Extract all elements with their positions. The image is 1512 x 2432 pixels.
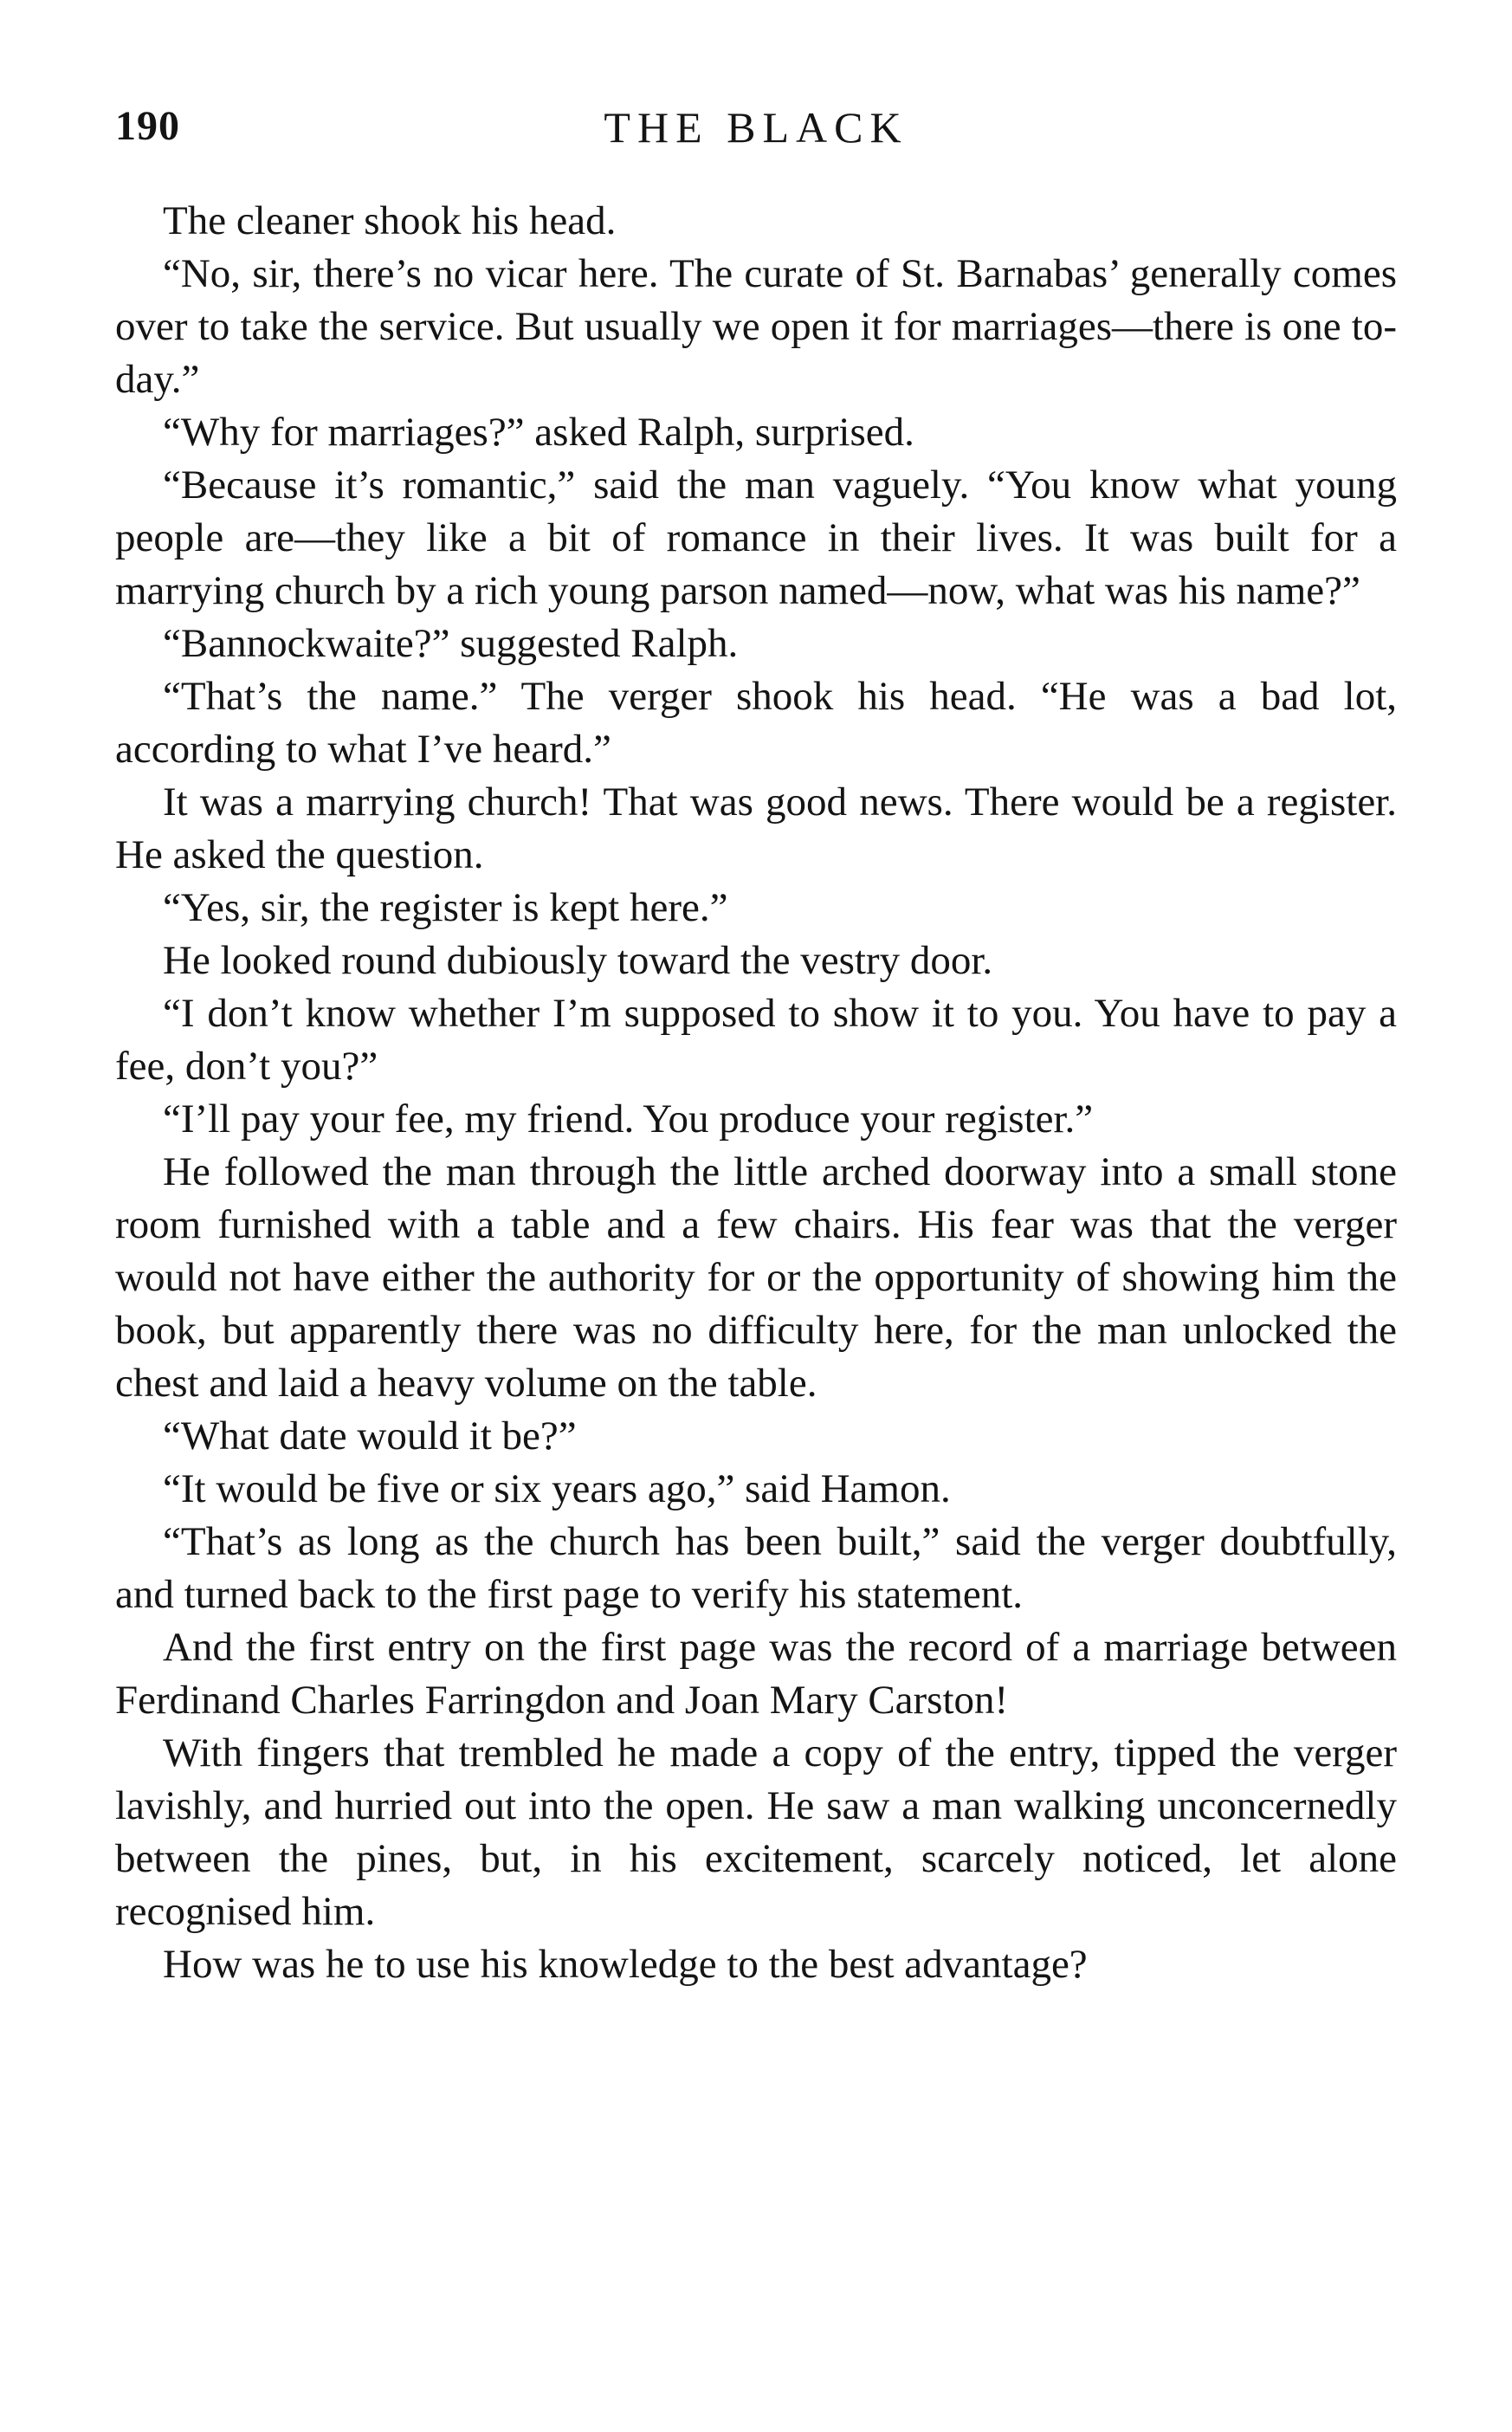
paragraph: “Yes, sir, the register is kept here.”: [163, 885, 728, 930]
paragraph: How was he to use his knowledge to the best advantage?: [163, 1942, 1088, 1987]
paragraph: With fingers that trembled he made a copy of the entry, tipped the verger lavishly, and hurried out into the open. He saw a man walking unconcernedly between the pines, but, in his excitement, scarcely noticed, let alone recognised him.: [115, 1730, 1397, 1934]
paragraph: It was a marrying church! That was good news. There would be a register. He asked the question.: [115, 779, 1397, 877]
paragraph: “I don’t know whether I’m supposed to show it to you. You have to pay a fee, don’t you?”: [115, 991, 1397, 1089]
paragraph: “Bannockwaite?” suggested Ralph.: [163, 621, 739, 666]
paragraph: “I’ll pay your fee, my friend. You produce your register.”: [163, 1096, 1094, 1142]
paragraph: “That’s as long as the church has been built,” said the verger doubtfully, and turned back to the first page to verify his statement.: [115, 1519, 1397, 1617]
paragraph: And the first entry on the first page was the record of a marriage between Ferdinand Charles Farringdon and Joan Mary Carston!: [115, 1625, 1397, 1723]
paragraph: He followed the man through the little arched doorway into a small stone room furnished with a table and a few chairs. His fear was that the verger would not have either the authority for or the opportunity of showing him the book, but apparently there was no difficulty here, for the man unlocked the chest and laid a heavy volume on the table.: [115, 1149, 1397, 1406]
paragraph: The cleaner shook his head.: [163, 198, 617, 243]
paragraph: “Because it’s romantic,” said the man vaguely. “You know what young people are—they like a bit of romance in their lives. It was built for a marrying church by a rich young parson named—now, what was his name?”: [115, 462, 1397, 613]
paragraph: “Why for marriages?” asked Ralph, surprised.: [163, 410, 914, 455]
page-header: [115, 102, 1397, 163]
body-text: [115, 195, 1397, 1991]
page-number: 190: [115, 103, 180, 149]
paragraph: “It would be five or six years ago,” said Hamon.: [163, 1466, 951, 1511]
paragraph: “That’s the name.” The verger shook his head. “He was a bad lot, according to what I’ve heard.”: [115, 674, 1397, 772]
paragraph: “No, sir, there’s no vicar here. The curate of St. Barnabas’ generally comes over to take the service. But usually we open it for marriages—there is one to-day.”: [115, 251, 1397, 402]
paragraph: He looked round dubiously toward the vestry door.: [163, 938, 993, 983]
running-title: THE BLACK: [604, 103, 908, 152]
paragraph: “What date would it be?”: [163, 1413, 577, 1459]
